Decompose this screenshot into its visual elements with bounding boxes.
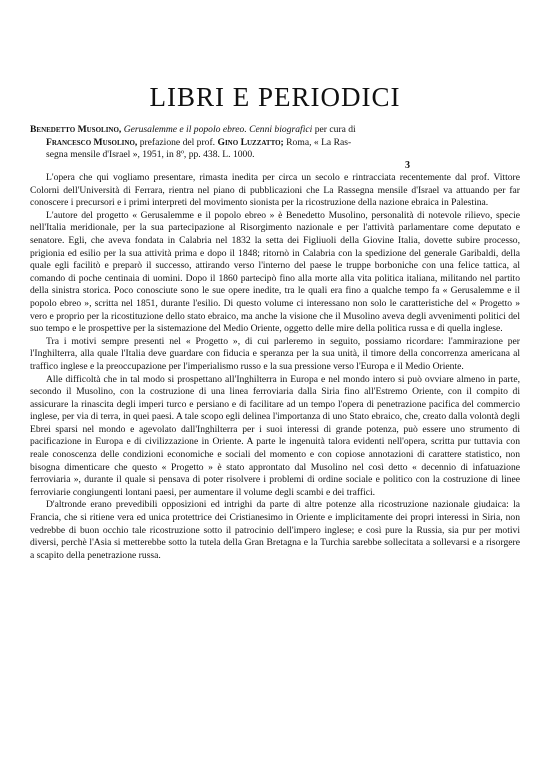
paragraph: Alle difficoltà che in tal modo si prospettano all'Inghilterra in Europa e nel mondo intero si può ovviare almeno in parte, secondo il Musolino, con la costruzione di una linea ferroviaria dalla Siria fino all'Estremo Oriente, con il compito di assicurare la rinascita degli imperi turco e persiano e di facilitare ad un tempo l'opera di penetrazione pacifica del commercio inglese, per via di terra, in quei paesi. A tale scopo egli delinea l'importanza di uno Stato ebraico, che, creato dalla volontà degli Ebrei sparsi nel mondo e agevolato dall'Inghilterra per i suoi interessi di grande potenza, può essere uno strumento di pacificazione in Europa e di civilizzazione in Oriente. A parte le ingenuità talora evidenti nell'opera, scritta pur tuttavia con reale conoscenza delle condizioni economiche e sociali del momento e con copiose annotazioni di carattere statistico, non bisogna dimenticare che questo « Progetto » è stato approntato dal Musolino nel così detto « decennio di infatuazione ferroviaria », durante il quale si pensava di poter risolvere i problemi di ordine sociale e politico con la costruzione di linee ferroviarie congiungenti lontani paesi, per aumentare il volume degli scambi e dei traffici. [30, 373, 520, 498]
author-name: Benedetto Musolino, [30, 124, 122, 135]
paragraph: L'autore del progetto « Gerusalemme e il popolo ebreo » è Benedetto Musolino, personalità di notevole rilievo, specie nell'Italia meridionale, per la sua partecipazione al Risorgimento nazionale e per l'attività parlamentare come deputato e senatore. Egli, che aveva fondata in Calabria nel 1832 la setta dei Figliuoli della Giovine Italia, dovette subire processo, prigionia ed esilio per la sua attività prima e dopo il 1848; ritornò in Calabria con la spedizione del generale Garibaldi, della quale egli facilitò e preparò il successo, attirando verso l'interno del paese le truppe borboniche con una felice tattica, al comando di poche centinaia di uomini. Dopo il 1860 partecipò fino alla morte alla vita politica italiana, militando nel partito della sinistra storica. Poco conosciute sono le sue opere inedite, tra le quali era fino a qualche tempo fa « Gerusalemme e il popolo ebreo », scritta nel 1851, durante l'esilio. Di questo volume ci interessano non solo le caratteristiche del « Progetto » vero e proprio per la ricostituzione dello stato ebraico, ma anche la visione che il Musolino aveva degli avvenimenti politici del suo tempo e le prospettive per la sistemazione del Medio Oriente, oggetto delle mire della politica russa e di quella inglese. [30, 209, 520, 335]
margin-mark: 3 [405, 160, 410, 171]
review-heading-line-1 [30, 124, 520, 137]
editor-name: Francesco Musolino, [46, 136, 138, 148]
heading-text: per cura di [314, 124, 356, 135]
review-heading-line-3: segna mensile d'Israel », 1951, in 8º, pp. 438. L. 1000. [46, 149, 255, 161]
paragraph: D'altronde erano prevedibili opposizioni ed intrighi da parte di altre potenze alla ricostruzione nazionale giudaica: la Francia, che si ritiene vera ed unica protettrice dei Cristianesimo in Oriente e implicitamente dei propri interessi in Siria, non vedrebbe di buon occhio tale ricostruzione sotto il patrocinio dell'impero inglese; e così pure la Russia, sia pur per motivi diversi, perchè l'Asia si metterebbe sotto la tutela della Gran Bretagna e la Turchia sarebbe sollecitata a sollevarsi e a risorgere a scapito della penetrazione russa. [30, 499, 520, 561]
review-heading-line-2 [30, 137, 520, 150]
heading-text: Roma, « La Ras- [286, 136, 352, 148]
heading-text: prefazione del prof. [139, 136, 216, 148]
review-heading [30, 124, 520, 162]
paragraph: Tra i motivi sempre presenti nel « Progetto », di cui parleremo in seguito, possiamo ricordare: l'ammirazione per l'Inghilterra, alla quale l'Italia deve guardare con fiducia e speranza per la sua unità, il timore della concorrenza americana al traffico inglese e la preoccupazione per l'imperialismo russo e la sua pressione verso l'Europa e il Medio Oriente. [30, 335, 520, 372]
book-title: Gerusalemme e il popolo ebreo. Cenni biografici [123, 124, 313, 135]
prefacer-name: Gino Luzzatto; [217, 136, 284, 148]
paragraph: L'opera che qui vogliamo presentare, rimasta inedita per circa un secolo e rintracciata recentemente dal prof. Vittore Colorni dell'Università di Ferrara, rientra nel piano di pubblicazioni che La Rassegna mensile d'Israel va attuando per far conoscere i precursori e i primi interpreti del movimento sionista per la ricostruzione della nazione ebraica in Palestina. [30, 172, 520, 209]
article-body [30, 172, 520, 562]
page-title: LIBRI E PERIODICI [149, 82, 401, 112]
